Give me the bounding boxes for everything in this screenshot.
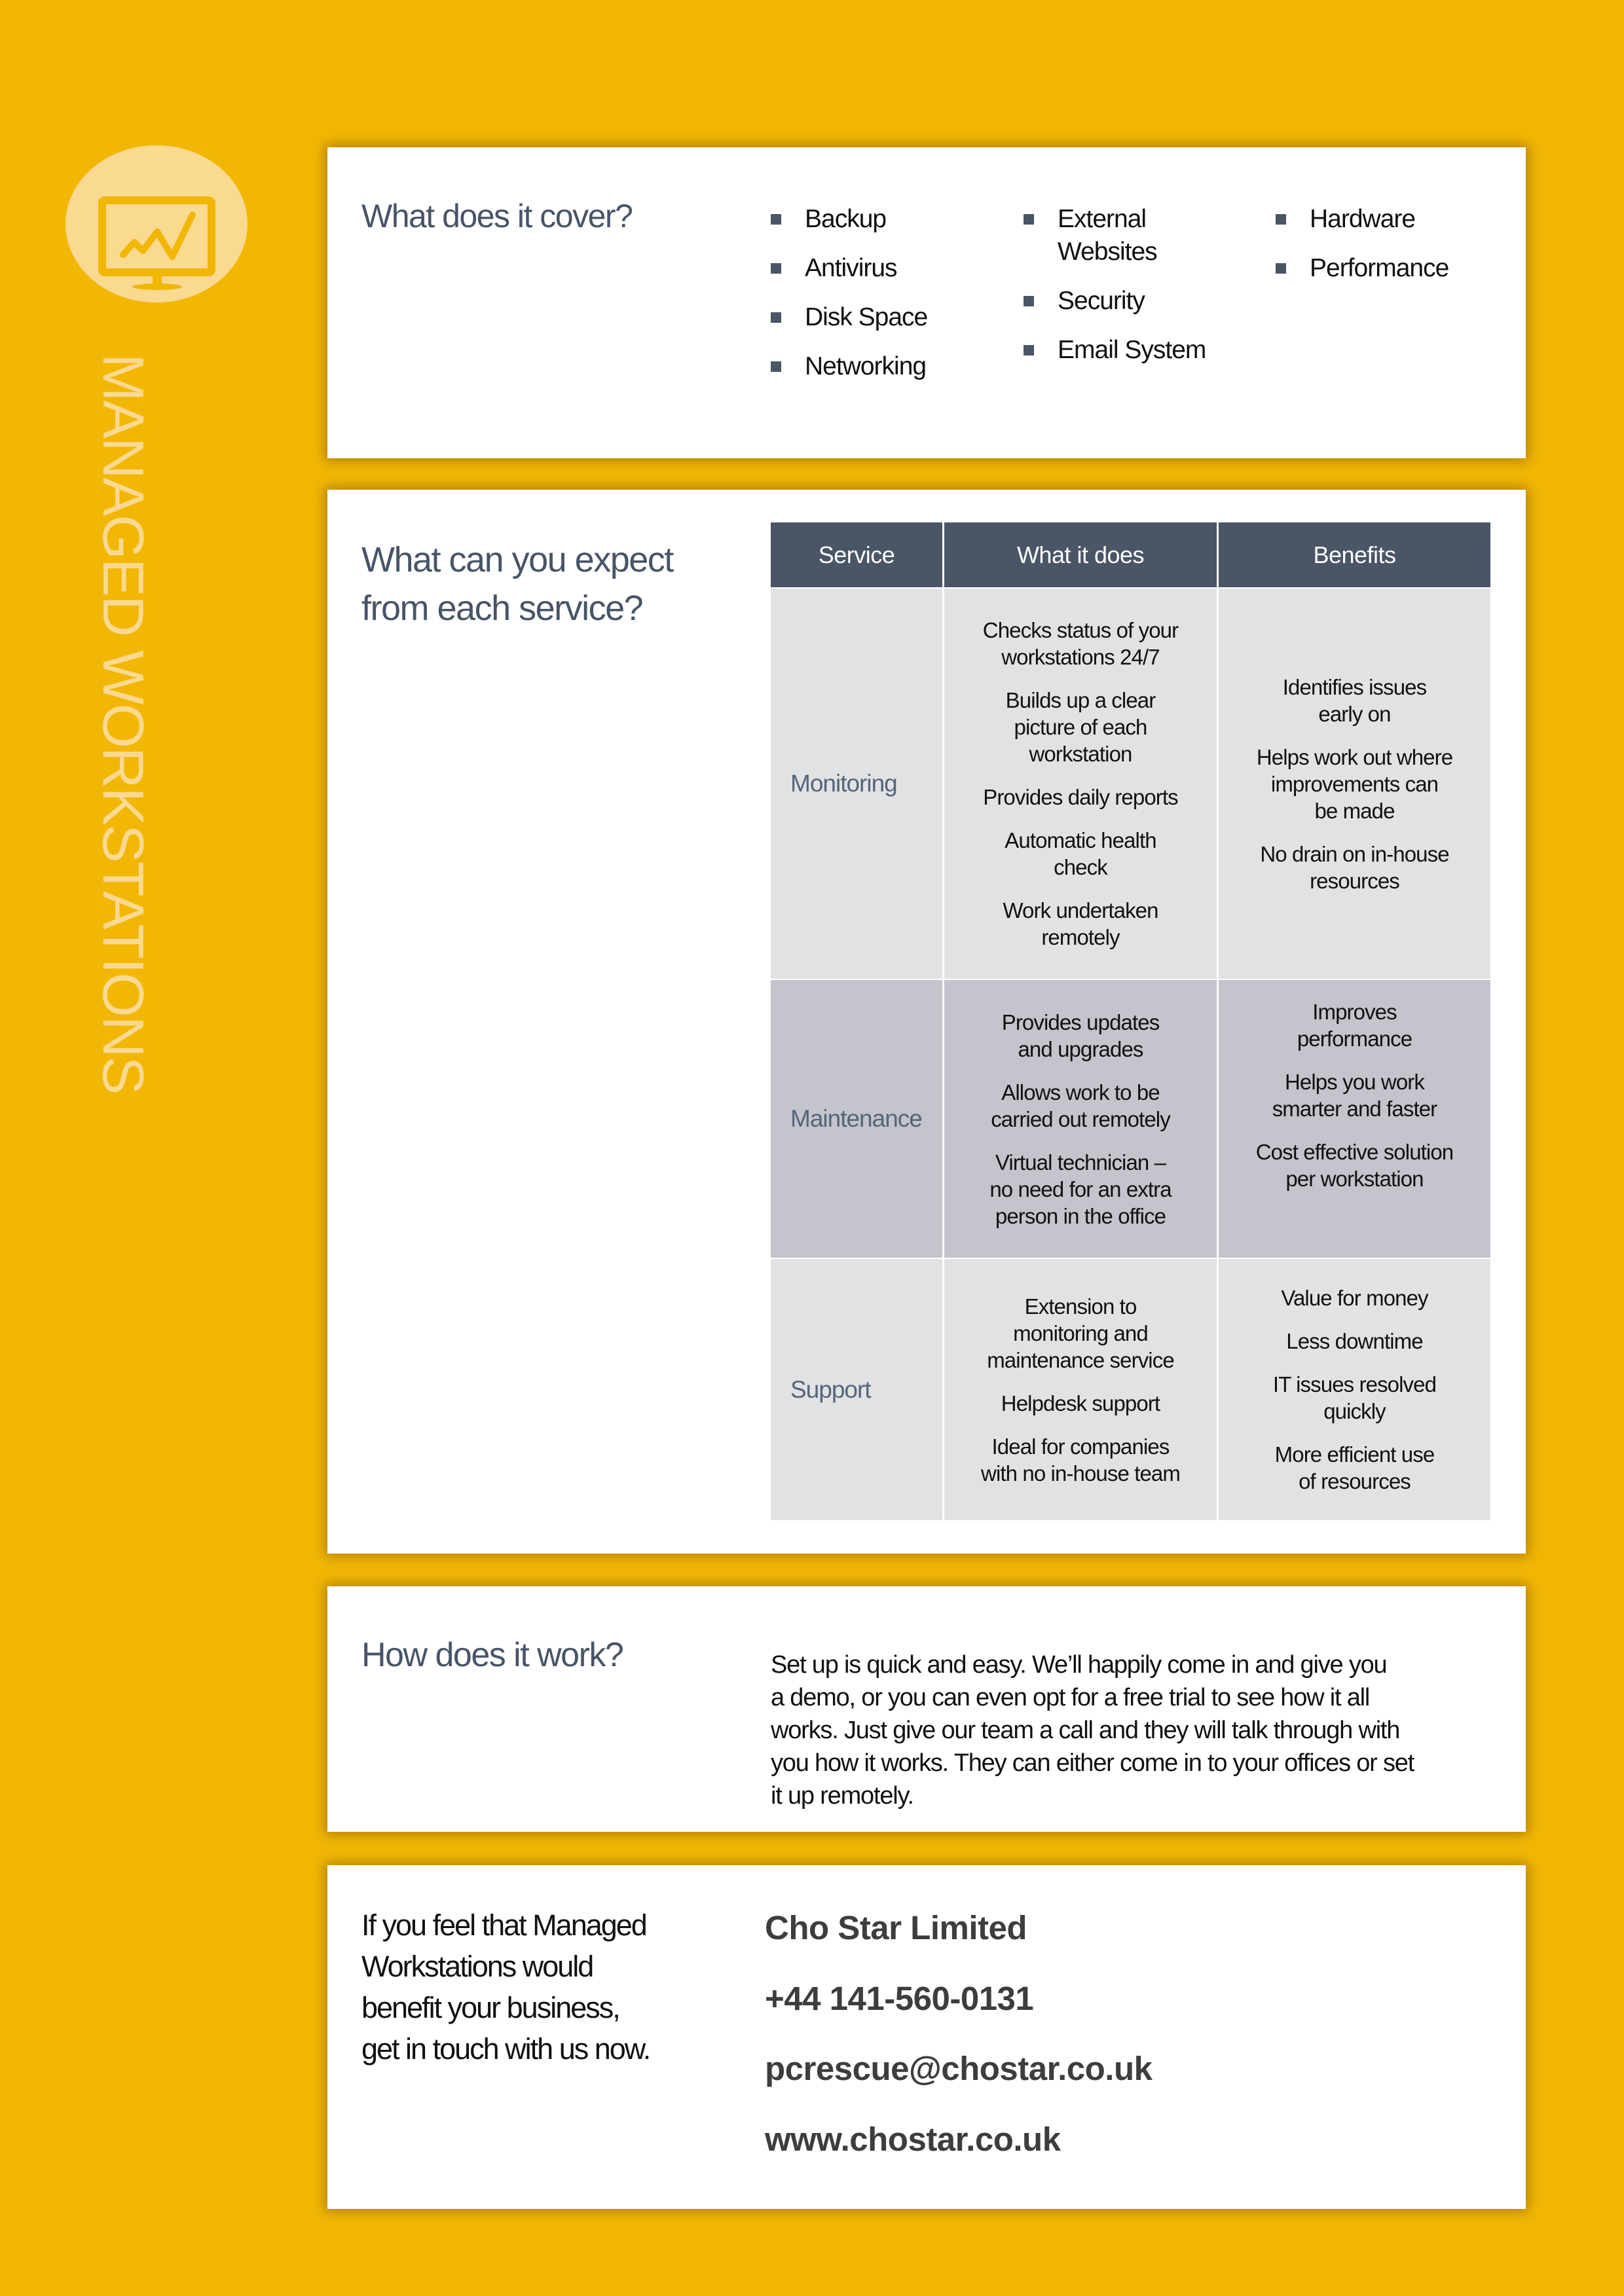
coverage-item-label: External Websites [1058,205,1157,266]
coverage-column-1 [771,203,927,399]
table-header-what-it-does: What it does [944,522,1217,587]
benefit-item: Identifies issues early on [1282,674,1427,726]
service-name: Monitoring [771,589,942,979]
company-name: Cho Star Limited [765,1909,1027,1946]
bullet-square-icon [1276,214,1286,225]
email-link[interactable]: pcrescue@chostar.co.uk [765,2050,1153,2087]
table-row [771,589,1490,979]
coverage-item-label: Email System [1058,336,1206,364]
coverage-item [1276,252,1449,285]
service-name: Support [771,1259,942,1520]
benefit-item: More efficient use of resources [1274,1442,1435,1493]
what-it-does-item: Builds up a clear picture of each workstation [1005,688,1156,766]
table-header-row [771,522,1490,587]
coverage-card [327,147,1526,458]
coverage-item [1024,203,1206,268]
coverage-item [771,350,927,383]
table-row [771,1259,1490,1520]
bullet-square-icon [1276,263,1286,274]
expectations-card [327,490,1526,1554]
how-it-works-heading: How does it work? [361,1636,623,1674]
coverage-heading: What does it cover? [361,198,633,234]
benefit-item: Cost effective solution per workstation [1255,1140,1454,1191]
what-it-does-cell [944,980,1217,1258]
benefit-item: IT issues resolved quickly [1272,1372,1437,1423]
what-it-does-item: Virtual technician – no need for an extra person in the office [989,1150,1172,1228]
benefit-item: Helps you work smarter and faster [1272,1070,1437,1121]
how-it-works-card [327,1586,1526,1832]
bullet-square-icon [771,214,781,225]
expectations-heading: What can you expect from each service? [361,540,673,628]
benefit-item: Less downtime [1286,1329,1423,1353]
coverage-item [771,252,927,285]
service-name: Maintenance [771,980,942,1258]
what-it-does-item: Automatic health check [1005,828,1156,879]
coverage-item [1024,334,1206,367]
bullet-square-icon [771,312,781,323]
coverage-item [771,301,927,334]
benefits-cell [1219,980,1490,1258]
sidebar-title: MANAGED WORKSTATIONS [91,354,156,1094]
coverage-item-label: Networking [805,352,927,380]
coverage-item-label: Antivirus [805,254,897,282]
sidebar-icon-badge [65,145,248,302]
coverage-item [1276,203,1449,236]
benefit-item: Helps work out where improvements can be made [1256,744,1453,823]
what-it-does-item: Work undertaken remotely [1003,898,1158,949]
what-it-does-cell [944,589,1217,979]
contact-call-to-action: If you feel that Managed Workstations would benefit your business, get in touch with us now. [361,1908,650,2066]
website-link[interactable]: www.chostar.co.uk [765,2121,1061,2158]
table-header-benefits: Benefits [1219,522,1490,587]
what-it-does-item: Allows work to be carried out remotely [991,1080,1170,1131]
bullet-square-icon [1024,345,1034,355]
what-it-does-item: Provides daily reports [983,785,1178,809]
benefit-item: No drain on in-house resources [1260,841,1449,893]
coverage-column-2 [1024,203,1206,383]
what-it-does-item: Ideal for companies with no in-house team [981,1434,1180,1485]
benefit-item: Value for money [1281,1286,1428,1310]
bullet-square-icon [1024,214,1034,225]
what-it-does-item: Provides updates and upgrades [1001,1010,1160,1061]
what-it-does-item: Extension to monitoring and maintenance service [987,1294,1174,1372]
coverage-item-label: Performance [1310,254,1449,282]
bullet-square-icon [771,361,781,372]
benefits-cell [1219,589,1490,979]
coverage-item [771,203,927,236]
benefit-item: Improves performance [1297,1000,1412,1051]
coverage-item-label: Hardware [1310,205,1416,233]
contact-card [327,1865,1526,2209]
benefits-cell [1219,1259,1490,1520]
phone-link[interactable]: +44 141-560-0131 [765,1980,1034,2017]
what-it-does-item: Helpdesk support [1001,1391,1160,1415]
table-header-service: Service [771,522,942,587]
what-it-does-cell [944,1259,1217,1520]
monitor-chart-icon [65,145,248,302]
coverage-item-label: Security [1058,287,1145,315]
coverage-column-3 [1276,203,1449,301]
table-row [771,980,1490,1258]
bullet-square-icon [1024,296,1034,306]
how-it-works-body: Set up is quick and easy. We’ll happily come in and give you a demo, or you can even opt for a free trial to see how it all works. Just give our team a call and they will talk through with you how it works. They can either come in to your offices or set it up remotely. [771,1651,1414,1810]
what-it-does-item: Checks status of your workstations 24/7 [982,618,1179,669]
coverage-item [1024,285,1206,318]
coverage-item-label: Backup [805,205,887,233]
bullet-square-icon [771,263,781,274]
coverage-item-label: Disk Space [805,303,928,331]
